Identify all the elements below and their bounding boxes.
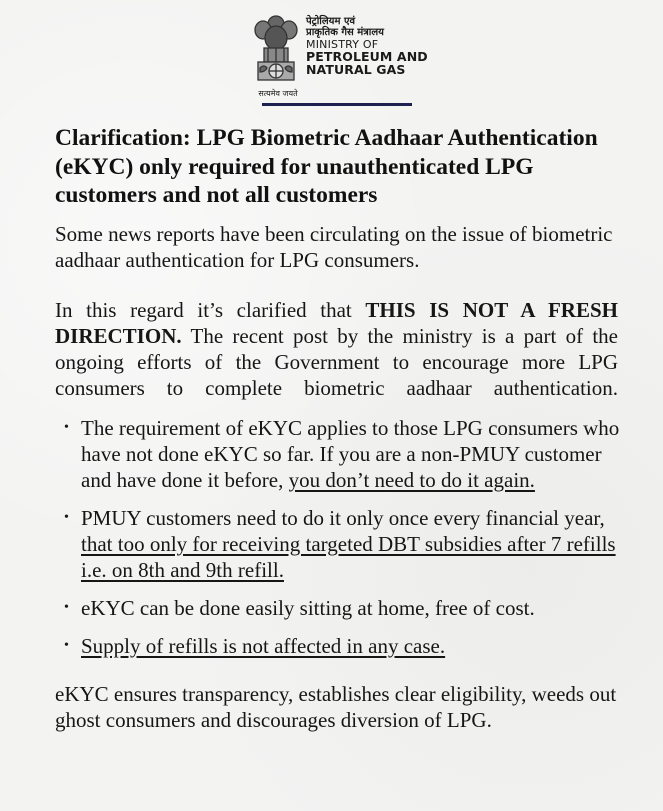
- motto-text: सत्यमेव जयते: [258, 89, 298, 98]
- list-item: [55, 505, 621, 583]
- clarification-emphasis: THIS IS NOT A FRESH DIRECTION.: [55, 297, 618, 348]
- national-emblem-icon: [250, 10, 302, 90]
- hindi-name-line-2: प्राकृतिक गैस मंत्रालय: [306, 27, 384, 38]
- ministry-header: [248, 8, 438, 108]
- clarification-suffix: The recent post by the ministry is a part of the ongoing efforts of the Government to encourage more LPG consumers to complete biometric aadhaar authentication.: [55, 323, 618, 400]
- list-item: [55, 595, 621, 621]
- hindi-name-line-1: पेट्रोलियम एवं: [306, 16, 356, 27]
- header-divider: [262, 103, 412, 106]
- intro-paragraph: Some news reports have been circulating on the issue of biometric aadhaar authentication for LPG consumers.: [55, 221, 613, 272]
- list-item: [55, 415, 621, 493]
- clarification-prefix: In this regard it’s clarified that: [55, 297, 366, 322]
- list-item-text: PMUY customers need to do it only once every financial year,: [81, 505, 605, 530]
- ministry-name-line-1: PETROLEUM AND: [306, 49, 428, 64]
- document-body: [55, 124, 620, 733]
- closing-paragraph: eKYC ensures transparency, establishes clear eligibility, weeds out ghost consumers and discourages diversion of LPG.: [55, 681, 617, 732]
- list-item: [55, 633, 621, 659]
- bullet-icon: •: [64, 419, 69, 435]
- list-item-underlined: you don’t need to do it again.: [288, 467, 535, 492]
- ministry-name-block: [306, 16, 428, 76]
- ministry-name-line-2: NATURAL GAS: [306, 62, 406, 77]
- list-item-underlined: that too only for receiving targeted DBT subsidies after 7 refills i.e. on 8th and 9th refill.: [81, 531, 616, 582]
- list-item-text: The requirement of eKYC applies to those LPG consumers who have not done eKYC so far. If you are a non-PMUY customer and have done it before,: [81, 415, 620, 492]
- key-points-list: [55, 415, 620, 659]
- clarification-paragraph: [55, 297, 618, 401]
- list-item-underlined: Supply of refills is not affected in any case.: [81, 633, 446, 658]
- bullet-icon: •: [64, 509, 69, 525]
- bullet-icon: •: [64, 637, 69, 653]
- document-title: Clarification: LPG Biometric Aadhaar Authentication (eKYC) only required for unauthenticated LPG customers and not all customers: [55, 125, 598, 208]
- ministry-of-label: MINISTRY OF: [306, 38, 379, 51]
- bullet-icon: •: [64, 599, 69, 615]
- list-item-text: eKYC can be done easily sitting at home, free of cost.: [81, 595, 535, 620]
